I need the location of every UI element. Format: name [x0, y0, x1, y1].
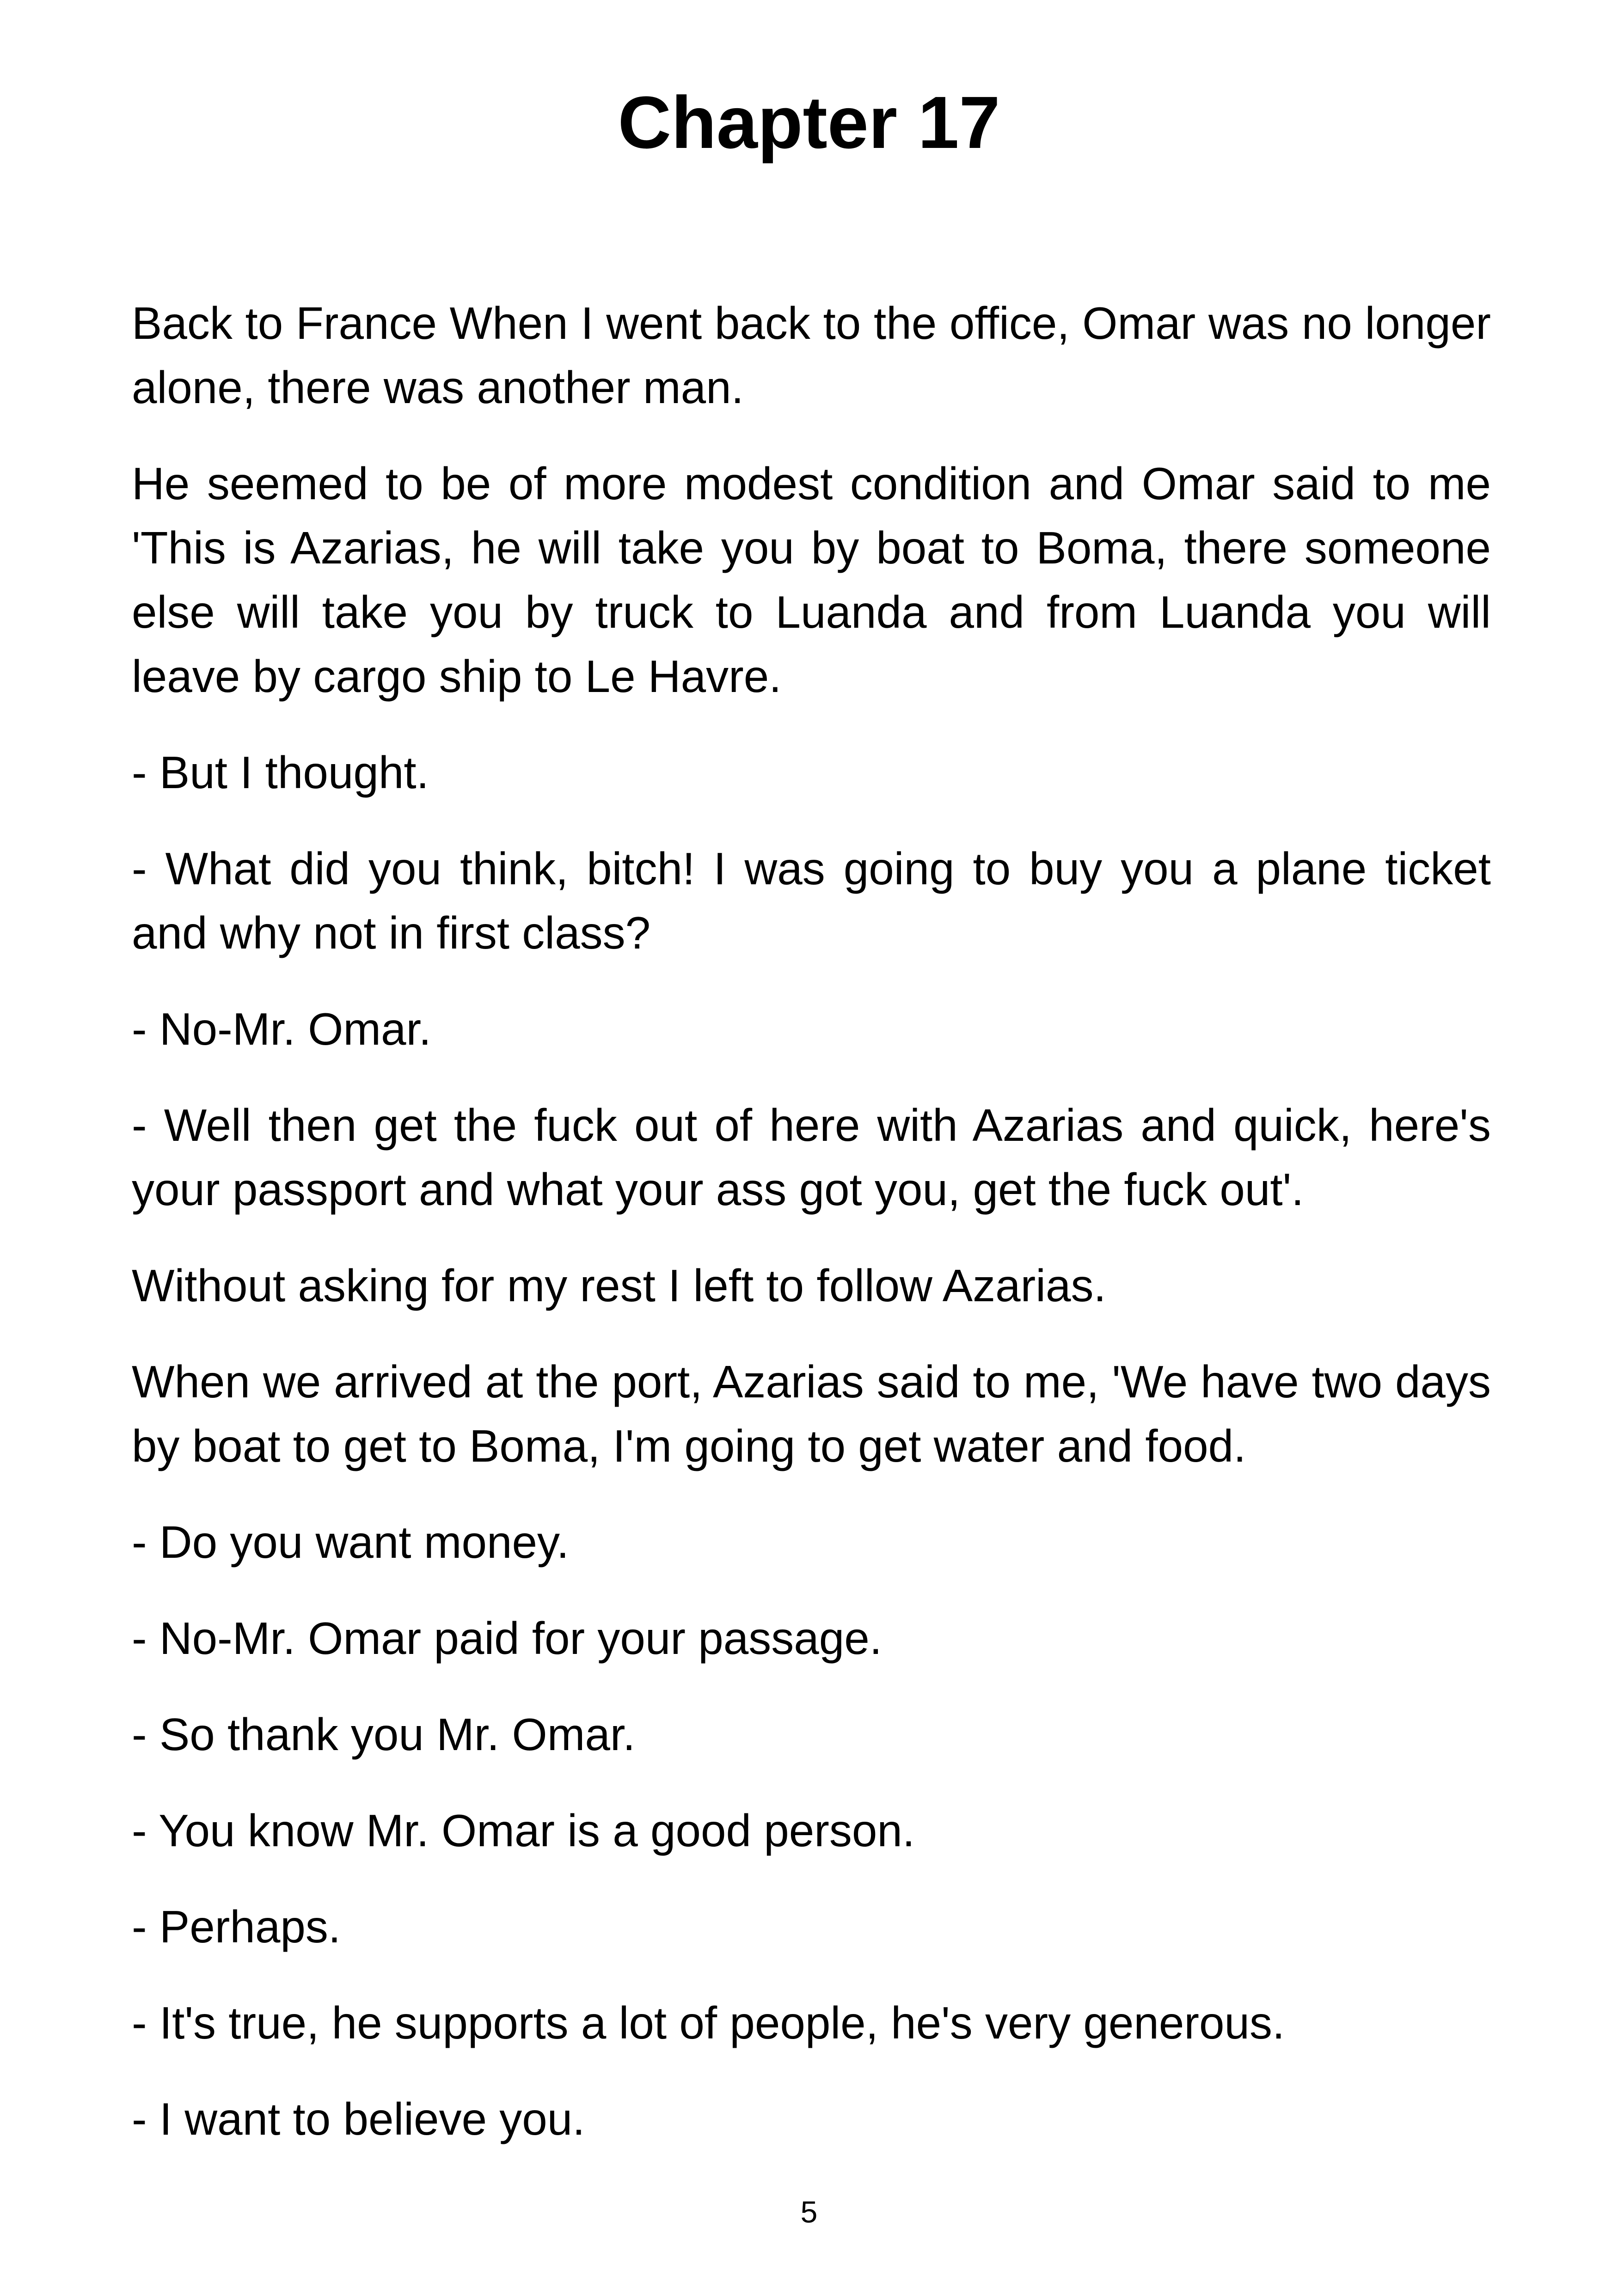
paragraph: - I want to believe you. [132, 2094, 585, 2144]
paragraph: - So thank you Mr. Omar. [132, 1709, 636, 1760]
paragraph: - Do you want money. [132, 1517, 569, 1567]
paragraph: Back to France When I went back to the office, Omar was no longer alone, there was another man. [132, 298, 1491, 413]
paragraph: - What did you think, bitch! I was going to buy you a plane ticket and why not in first class? [132, 843, 1491, 958]
paragraph: - Perhaps. [132, 1901, 341, 1952]
paragraph: - No-Mr. Omar paid for your passage. [132, 1613, 883, 1664]
paragraph: Without asking for my rest I left to follow Azarias. [132, 1260, 1106, 1311]
paragraph: - Well then get the fuck out of here with Azarias and quick, here's your passport and what your ass got you, get the fuck out'. [132, 1100, 1491, 1215]
paragraph: - No-Mr. Omar. [132, 1004, 431, 1054]
chapter-title: Chapter 17 [618, 81, 1000, 164]
paragraph: He seemed to be of more modest condition and Omar said to me 'This is Azarias, he will take you by boat to Boma, there someone else will take you by truck to Luanda and from Luanda you will leave by cargo ship to Le Havre. [132, 458, 1491, 702]
paragraph: - But I thought. [132, 747, 429, 798]
paragraph: When we arrived at the port, Azarias said to me, 'We have two days by boat to get to Boma, I'm going to get water and food. [132, 1356, 1491, 1471]
paragraph: - You know Mr. Omar is a good person. [132, 1805, 915, 1856]
paragraph: - It's true, he supports a lot of people, he's very generous. [132, 1997, 1285, 2048]
chapter-body [132, 291, 1491, 2183]
page-number: 5 [800, 2195, 818, 2229]
